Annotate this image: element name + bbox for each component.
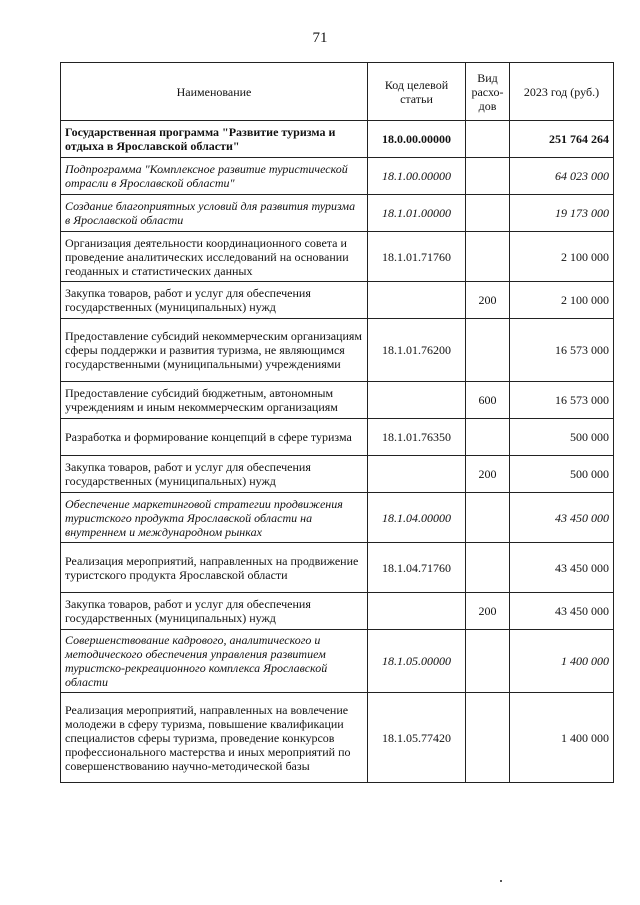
- row-code-cell: 18.1.05.00000: [368, 630, 466, 693]
- table-row: [61, 382, 614, 419]
- row-name-cell: Создание благоприятных условий для развития туризма в Ярославской области: [61, 195, 368, 232]
- row-type-cell: 200: [466, 282, 510, 319]
- row-name-cell: Предоставление субсидий бюджетным, автономным учреждениям и иным некоммерческим организациям: [61, 382, 368, 419]
- row-type-cell: [466, 693, 510, 783]
- row-name-cell: Подпрограмма "Комплексное развитие туристической отрасли в Ярославской области": [61, 158, 368, 195]
- row-code-cell: 18.1.01.00000: [368, 195, 466, 232]
- table-row: [61, 232, 614, 282]
- row-name-cell: Государственная программа "Развитие туризма и отдыха в Ярославской области": [61, 121, 368, 158]
- row-amount-cell: 43 450 000: [510, 493, 614, 543]
- row-name-cell: Закупка товаров, работ и услуг для обеспечения государственных (муниципальных) нужд: [61, 593, 368, 630]
- row-type-cell: [466, 195, 510, 232]
- row-type-cell: 200: [466, 593, 510, 630]
- row-code-cell: 18.0.00.00000: [368, 121, 466, 158]
- header-amount: 2023 год (руб.): [510, 63, 614, 121]
- row-amount-cell: 1 400 000: [510, 693, 614, 783]
- row-type-cell: [466, 319, 510, 382]
- row-name-cell: Обеспечение маркетинговой стратегии продвижения туристского продукта Ярославской области на внутреннем и международном рынках: [61, 493, 368, 543]
- row-name-cell: Реализация мероприятий, направленных на вовлечение молодежи в сферу туризма, повышение квалификации специалистов сферы туризма, проведение конкурсов профессионального мастерства и иных мероприятий по совершенствованию научно-методической базы: [61, 693, 368, 783]
- row-amount-cell: 43 450 000: [510, 543, 614, 593]
- table-row: [61, 158, 614, 195]
- table-header-row: [61, 63, 614, 121]
- table-row: [61, 419, 614, 456]
- row-code-cell: 18.1.01.76200: [368, 319, 466, 382]
- table-body: [61, 121, 614, 783]
- row-type-cell: [466, 121, 510, 158]
- row-name-cell: Закупка товаров, работ и услуг для обеспечения государственных (муниципальных) нужд: [61, 456, 368, 493]
- row-type-cell: 600: [466, 382, 510, 419]
- row-type-cell: [466, 419, 510, 456]
- table-row: [61, 195, 614, 232]
- row-code-cell: 18.1.05.77420: [368, 693, 466, 783]
- row-amount-cell: 1 400 000: [510, 630, 614, 693]
- table-row: [61, 121, 614, 158]
- row-code-cell: 18.1.01.76350: [368, 419, 466, 456]
- row-amount-cell: 251 764 264: [510, 121, 614, 158]
- table-row: [61, 282, 614, 319]
- row-type-cell: 200: [466, 456, 510, 493]
- table-row: [61, 593, 614, 630]
- table-row: [61, 456, 614, 493]
- row-name-cell: Закупка товаров, работ и услуг для обеспечения государственных (муниципальных) нужд: [61, 282, 368, 319]
- row-type-cell: [466, 630, 510, 693]
- row-amount-cell: 2 100 000: [510, 282, 614, 319]
- page-number: 71: [312, 30, 328, 46]
- budget-table: [60, 62, 614, 783]
- row-amount-cell: 500 000: [510, 419, 614, 456]
- row-code-cell: 18.1.04.71760: [368, 543, 466, 593]
- row-name-cell: Реализация мероприятий, направленных на продвижение туристского продукта Ярославской области: [61, 543, 368, 593]
- row-name-cell: Предоставление субсидий некоммерческим организациям сферы поддержки и развития туризма, не являющимся государственными (муниципальными) учреждениями: [61, 319, 368, 382]
- table-row: [61, 493, 614, 543]
- row-amount-cell: 2 100 000: [510, 232, 614, 282]
- row-code-cell: 18.1.04.00000: [368, 493, 466, 543]
- table-row: [61, 630, 614, 693]
- row-code-cell: [368, 282, 466, 319]
- row-amount-cell: 16 573 000: [510, 319, 614, 382]
- table-row: [61, 543, 614, 593]
- row-code-cell: [368, 382, 466, 419]
- row-code-cell: 18.1.00.00000: [368, 158, 466, 195]
- row-code-cell: [368, 456, 466, 493]
- row-type-cell: [466, 232, 510, 282]
- row-type-cell: [466, 543, 510, 593]
- table-row: [61, 319, 614, 382]
- row-amount-cell: 500 000: [510, 456, 614, 493]
- row-amount-cell: 64 023 000: [510, 158, 614, 195]
- row-name-cell: Организация деятельности координационного совета и проведение аналитических исследований на основании геоданных и статистических данных: [61, 232, 368, 282]
- header-code: Код целевой статьи: [368, 63, 466, 121]
- row-code-cell: 18.1.01.71760: [368, 232, 466, 282]
- header-name: Наименование: [61, 63, 368, 121]
- row-name-cell: Разработка и формирование концепций в сфере туризма: [61, 419, 368, 456]
- header-type: Вид расхо-дов: [466, 63, 510, 121]
- row-amount-cell: 43 450 000: [510, 593, 614, 630]
- row-amount-cell: 16 573 000: [510, 382, 614, 419]
- row-name-cell: Совершенствование кадрового, аналитического и методического обеспечения управления развитием туристско-рекреационного комплекса Ярославской области: [61, 630, 368, 693]
- row-type-cell: [466, 493, 510, 543]
- table-row: [61, 693, 614, 783]
- row-amount-cell: 19 173 000: [510, 195, 614, 232]
- scan-speck: [500, 880, 502, 882]
- row-code-cell: [368, 593, 466, 630]
- row-type-cell: [466, 158, 510, 195]
